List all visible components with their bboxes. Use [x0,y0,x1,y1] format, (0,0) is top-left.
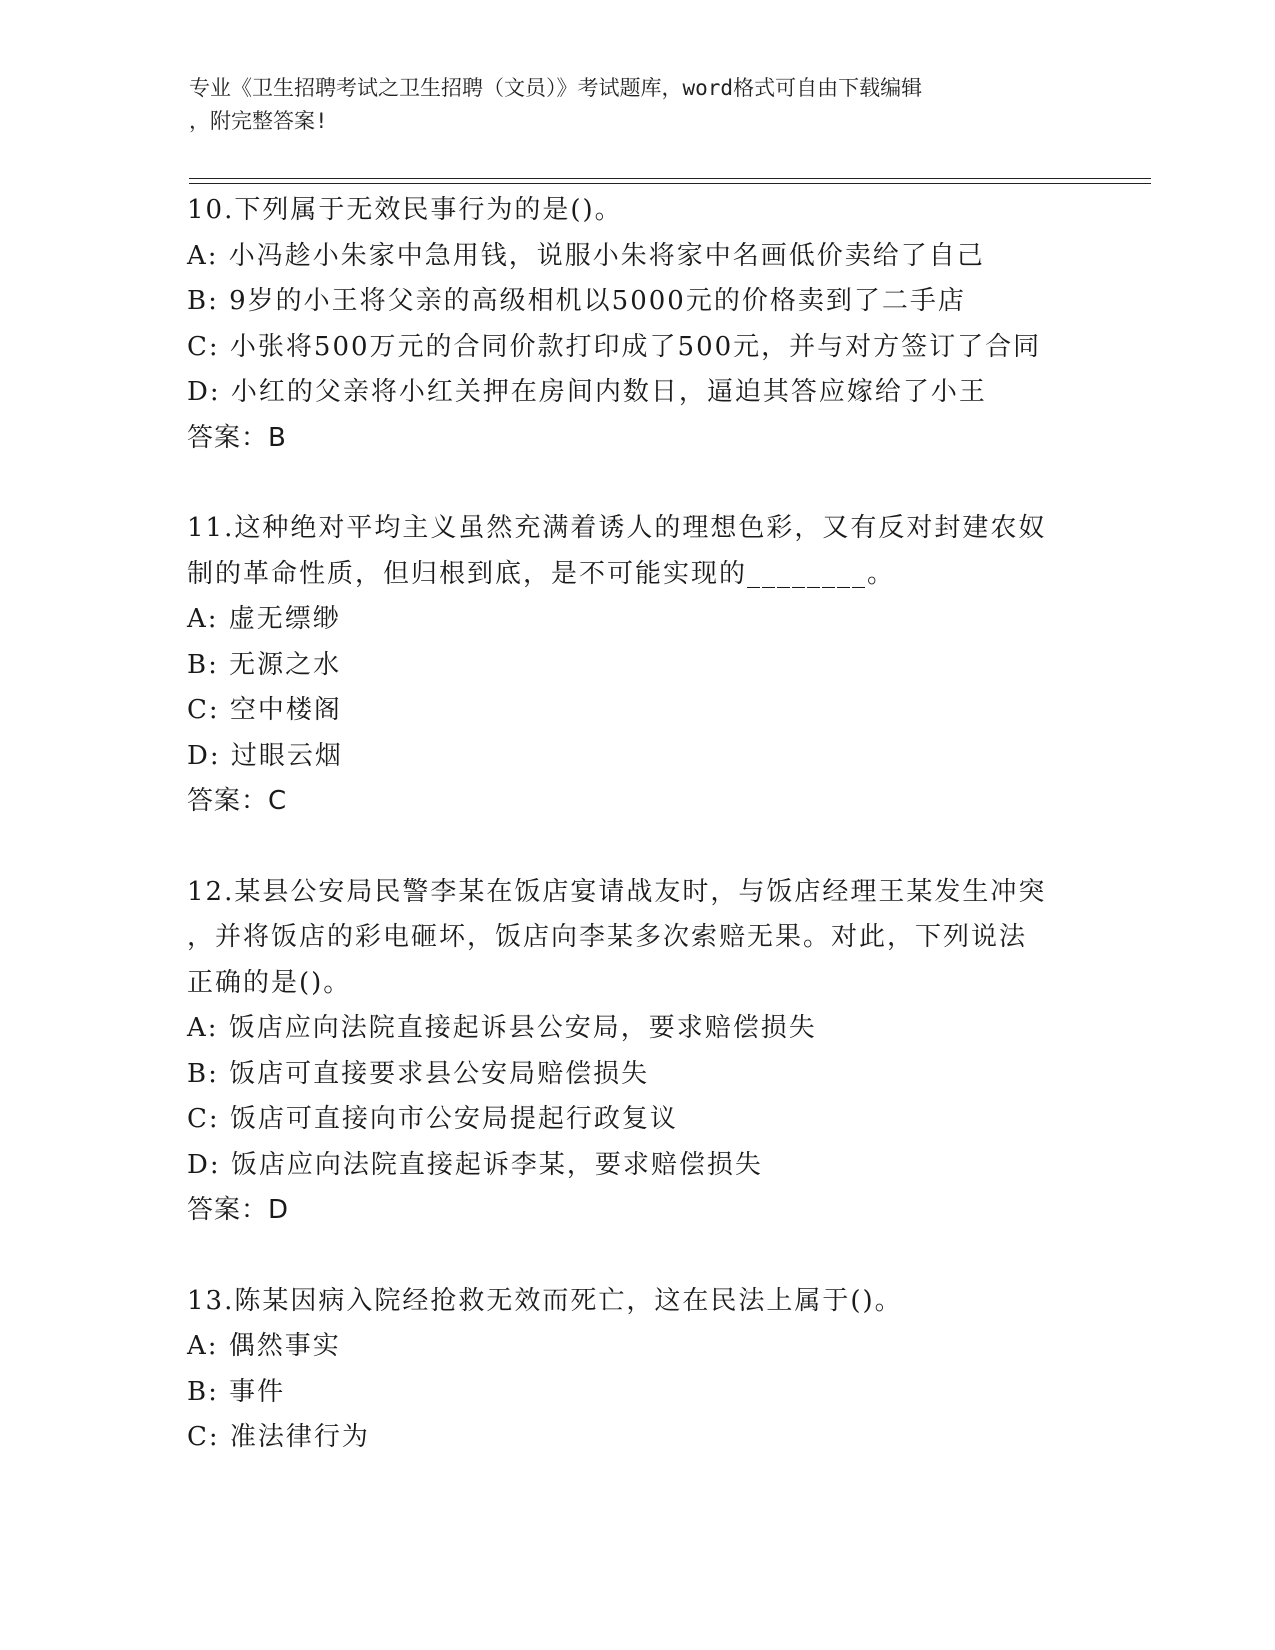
option-a: A: 偶然事实 [187,1331,341,1361]
option-c: C: 空中楼阁 [187,695,342,725]
question-stem: 制的革命性质，但归根到底，是不可能实现的________。 [187,558,896,589]
option-c: C: 小张将500万元的合同价款打印成了500元，并与对方签订了合同 [187,331,1042,362]
answer: 答案：B [187,422,287,453]
option-c: C: 饭店可直接向市公安局提起行政复议 [187,1104,678,1134]
question-10 [187,188,1087,461]
option-c: C: 准法律行为 [187,1422,370,1452]
header-divider-bottom [189,183,1151,184]
option-d: D: 饭店应向法院直接起诉李某，要求赔偿损失 [187,1149,763,1180]
question-11 [187,506,1087,825]
header-divider-top [189,178,1151,179]
option-b: B: 9岁的小王将父亲的高级相机以5000元的价格卖到了二手店 [187,286,966,316]
question-13 [187,1279,1087,1461]
option-d: D: 过眼云烟 [187,740,343,771]
question-stem: ，并将饭店的彩电砸坏，饭店向李某多次索赔无果。对此，下列说法 [187,922,1028,952]
option-a: A: 小冯趁小朱家中急用钱，说服小朱将家中名画低价卖给了自己 [187,240,985,271]
header-line-2: ，附完整答案! [189,109,328,133]
question-stem: 13.陈某因病入院经抢救无效而死亡，这在民法上属于()。 [187,1285,903,1316]
question-12 [187,870,1087,1234]
question-stem: 11.这种绝对平均主义虽然充满着诱人的理想色彩，又有反对封建农奴 [187,513,1047,543]
answer: 答案：C [187,786,288,816]
option-b: B: 无源之水 [187,649,342,680]
question-stem: 12.某县公安局民警李某在饭店宴请战友时，与饭店经理王某发生冲突 [187,876,1047,907]
option-a: A: 饭店应向法院直接起诉县公安局，要求赔偿损失 [187,1013,817,1043]
answer: 答案：D [187,1195,290,1225]
option-b: B: 饭店可直接要求县公安局赔偿损失 [187,1058,650,1089]
option-a: A: 虚无缥缈 [187,604,341,634]
question-stem: 10.下列属于无效民事行为的是()。 [187,195,623,225]
document-header [189,72,1069,138]
option-d: D: 小红的父亲将小红关押在房间内数日，逼迫其答应嫁给了小王 [187,377,987,407]
header-line-1: 专业《卫生招聘考试之卫生招聘（文员）》考试题库，word格式可自由下载编辑 [189,76,923,100]
question-stem: 正确的是()。 [187,967,352,998]
question-list [187,188,1087,1461]
option-b: B: 事件 [187,1376,286,1407]
